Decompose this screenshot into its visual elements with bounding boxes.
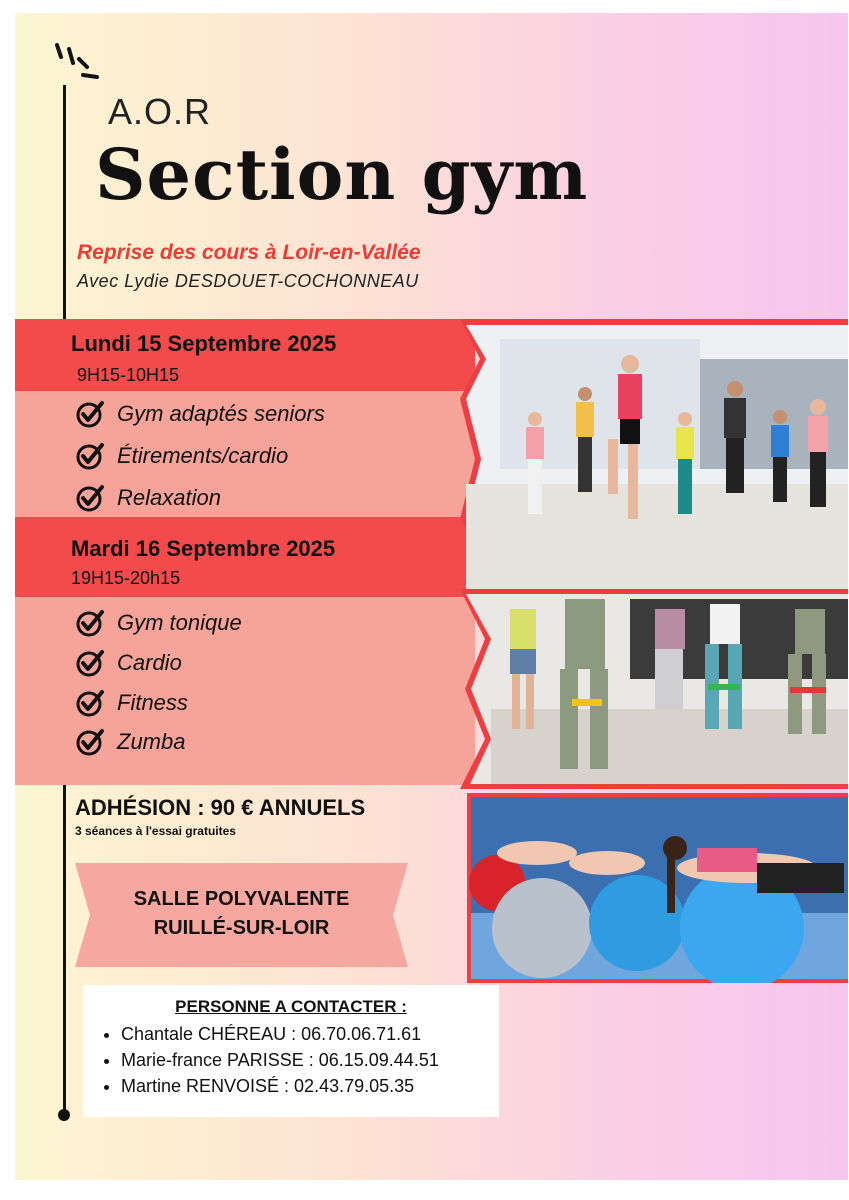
check-circle-icon — [75, 441, 105, 471]
activity-label: Zumba — [117, 729, 186, 754]
trial-info: 3 séances à l'essai gratuites — [75, 824, 236, 838]
session-1-time: 9H15-10H15 — [77, 365, 180, 385]
page-title: Section gym — [95, 133, 589, 216]
check-circle-icon — [75, 727, 105, 757]
activity-label: Relaxation — [117, 485, 221, 510]
activity-item — [75, 441, 288, 471]
activity-item — [75, 688, 188, 718]
session-1-day: Lundi 15 Septembre 2025 — [71, 331, 337, 356]
flyer — [15, 13, 848, 1180]
timeline-dot — [58, 1109, 70, 1121]
activity-label: Fitness — [117, 690, 188, 715]
photo-gym-seniors — [460, 319, 848, 599]
contact-list — [83, 1021, 439, 1099]
photo-gym-tonique — [460, 589, 848, 789]
check-circle-icon — [75, 399, 105, 429]
coach-name: Avec Lydie DESDOUET-COCHONNEAU — [77, 271, 419, 291]
venue-text — [75, 885, 408, 943]
contact-item: • Martine RENVOISÉ : 02.43.79.05.35 — [121, 1073, 439, 1099]
activity-item — [75, 399, 325, 429]
org-name: A.O.R — [108, 91, 212, 132]
contact-heading: PERSONNE A CONTACTER : — [175, 997, 407, 1016]
contact-item: • Marie-france PARISSE : 06.15.09.44.51 — [121, 1047, 439, 1073]
check-circle-icon — [75, 648, 105, 678]
membership-price: ADHÉSION : 90 € ANNUELS — [75, 795, 366, 820]
check-circle-icon — [75, 483, 105, 513]
session-2-day: Mardi 16 Septembre 2025 — [71, 536, 336, 561]
activity-label: Gym adaptés seniors — [117, 401, 325, 426]
venue-line-1: SALLE POLYVALENTE — [133, 888, 350, 910]
activity-label: Étirements/cardio — [117, 443, 289, 468]
venue-line-2: RUILLÉ-SUR-LOIR — [153, 917, 330, 939]
contact-item: • Chantale CHÉREAU : 06.70.06.71.61 — [121, 1021, 439, 1047]
activity-item — [75, 483, 221, 513]
check-circle-icon — [75, 688, 105, 718]
activity-item — [75, 648, 182, 678]
venue-ribbon — [75, 863, 408, 967]
activity-label: Gym tonique — [117, 610, 242, 635]
check-circle-icon — [75, 608, 105, 638]
activity-label: Cardio — [117, 650, 182, 675]
photo-fitness-balls — [467, 793, 848, 983]
contact-box — [83, 985, 499, 1117]
sparkle-icon — [53, 43, 103, 83]
activity-item — [75, 727, 185, 757]
subtitle: Reprise des cours à Loir-en-Vallée — [77, 241, 421, 264]
session-2-time: 19H15-20h15 — [71, 568, 181, 588]
activity-item — [75, 608, 242, 638]
